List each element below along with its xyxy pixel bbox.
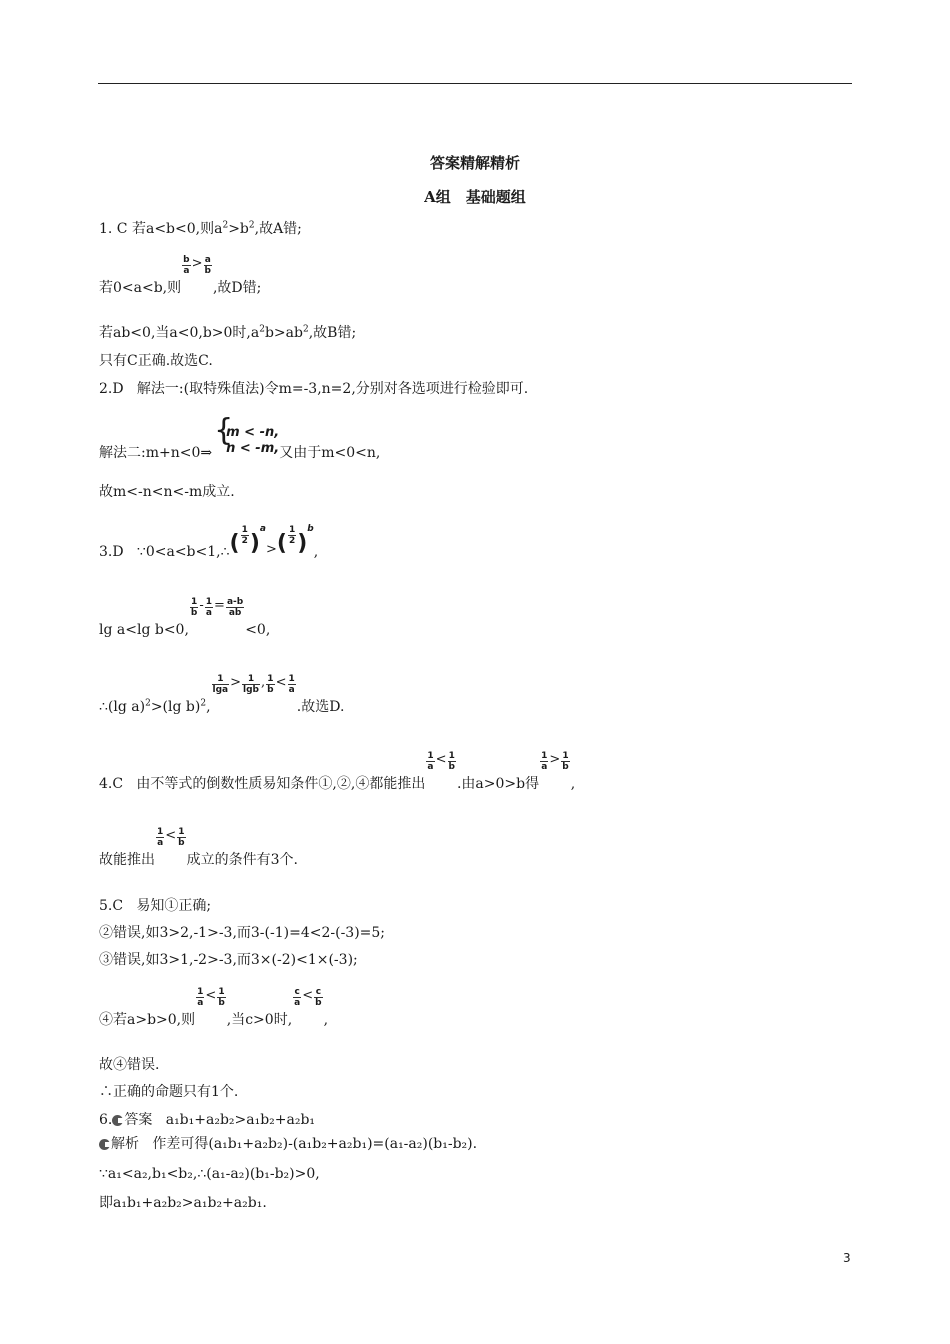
equation-system: { m < -n, n < -m, <box>214 413 280 456</box>
section-title: A组 基础题组 <box>424 188 526 206</box>
q2-line1: 2.D 解法一:(取特殊值法)令m=-3,n=2,分别对各选项进行检验即可. <box>99 381 529 397</box>
q6-line3: ∵a₁<a₂,b₁<b₂,∴(a₁-a₂)(b₁-b₂)>0, <box>99 1166 320 1182</box>
q5-line4: ④若a>b>0,则 $\frac{1}{a}$ < $\frac{1}{b}$ ,当c>0时, $\frac{c}{a}$ < $\frac{c}{b}$ , <box>99 987 329 1028</box>
q2-line3: 故m<-n<n<-m成立. <box>99 484 235 500</box>
q6-analysis-line: 解析 作差可得(a₁b₁+a₂b₂)-(a₁b₂+a₂b₁)=(a₁-a₂)(b₁-b₂). <box>99 1134 477 1154</box>
fraction: $\frac{a}{b}$ <box>204 255 211 276</box>
q1-line2: 若0<a<b,则 $\frac{b}{a}$ > $\frac{a}{b}$ ,故D错; <box>99 255 262 296</box>
q4-line1: 4.C 由不等式的倒数性质易知条件①,②,④都能推出 $\frac{1}{a}$ < $\frac{1}{b}$ .由a>0>b得 $\frac{1}{a}$ > $\frac{1}{b}$ , <box>99 751 576 792</box>
analysis-marker-icon <box>99 1139 110 1150</box>
q5-line5: 故④错误. <box>99 1057 160 1073</box>
page-title: 答案精解精析 <box>429 154 520 172</box>
q6-answer-line: 6. 答案 a₁b₁+a₂b₂>a₁b₂+a₂b₁ <box>99 1112 316 1128</box>
q1-line3: 若ab<0,当a<0,b>0时$,a^2b>ab^2$,故B错; <box>99 324 357 341</box>
q5-line3: ③错误,如3>1,-2>-3,而3×(-2)<1×(-3); <box>99 952 358 968</box>
fraction: $\frac{b}{a}$ <box>183 255 190 276</box>
q3-line3: ∴(lg a)$^2$>(lg b)$^2$, $\frac{1}{\lg a}$ > $\frac{1}{\lg b}$ , $\frac{1}{b}$ < $\frac{1}{a}$ .故选D. <box>99 674 345 715</box>
q6-line4: 即a₁b₁+a₂b₂>a₁b₂+a₂b₁. <box>99 1195 267 1211</box>
q3-line2: lg a<lg b<0, $\frac{1}{b}$ - $\frac{1}{a}$ = $\frac{a-b}{ab}$ <0, <box>99 597 271 638</box>
q1-line1: 1. C 若a<b<0,则$a^2>b^2$,故A错; <box>99 220 302 237</box>
q2-line2: 解法二:m+n<0⇒ { m < -n, n < -m, 又由于m<0<n, <box>99 413 381 461</box>
q1-line4: 只有C正确.故选C. <box>99 353 213 369</box>
q5-line2: ②错误,如3>2,-1>-3,而3-(-1)=4<2-(-3)=5; <box>99 925 386 941</box>
answer-marker-icon <box>112 1115 123 1126</box>
q4-line2: 故能推出 $\frac{1}{a}$ < $\frac{1}{b}$ 成立的条件有3个. <box>99 827 298 868</box>
header-rule <box>98 83 852 84</box>
q5-line1: 5.C 易知①正确; <box>99 898 212 914</box>
page-number: 3 <box>843 1251 851 1265</box>
q3-line1: 3.D ∵0<a<b<1,∴( $\frac{1}{2}$ )$^a$>( $\frac{1}{2}$ )$^b$, <box>99 524 319 560</box>
q5-line6: ∴正确的命题只有1个. <box>99 1084 239 1100</box>
